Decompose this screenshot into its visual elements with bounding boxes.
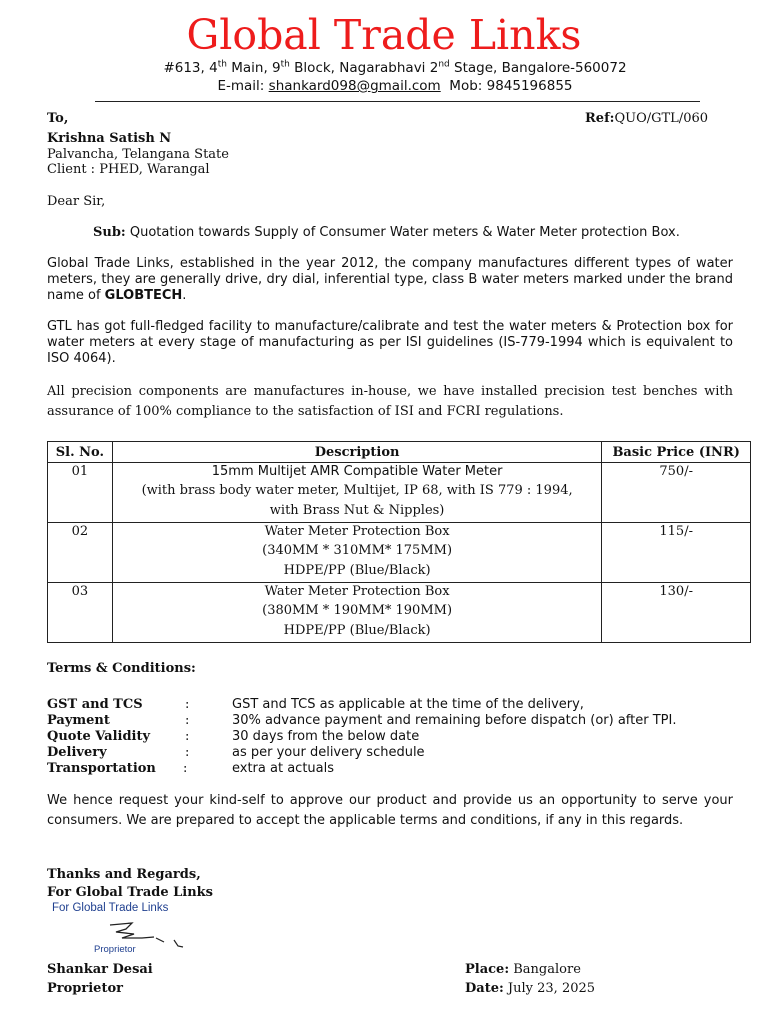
term-colon: : xyxy=(185,713,190,728)
stamp-company-text: For Global Trade Links xyxy=(52,902,169,914)
intro-text: Global Trade Links, established in the year 2012, the company manufactures different types of water meters, they are generally drive, dry dial, inferential type, class B water meters marked under the brand name of xyxy=(47,256,733,303)
term-value: GST and TCS as applicable at the time of the delivery, xyxy=(232,697,584,712)
address-superscript: th xyxy=(217,59,227,70)
desc-line: Water Meter Protection Box xyxy=(264,524,450,539)
term-value: extra at actuals xyxy=(232,761,335,776)
term-colon: : xyxy=(185,745,190,760)
precision-paragraph: All precision components are manufactures in-house, we have installed precision test benches with assurance of 100% compliance to the satisfaction of ISI and FCRI regulations. xyxy=(47,384,733,419)
row-sl xyxy=(48,523,113,583)
term-key: Transportation xyxy=(47,761,156,776)
desc-line: (340MM * 310MM* 175MM) xyxy=(262,543,453,558)
desc-line: 15mm Multijet AMR Compatible Water Meter xyxy=(211,464,503,479)
signature-stamp xyxy=(52,902,192,960)
term-colon: : xyxy=(185,697,190,712)
company-address xyxy=(0,59,768,77)
subject-text: Quotation towards Supply of Consumer Water meters & Water Meter protection Box. xyxy=(125,225,680,240)
subject-label: Sub: xyxy=(93,225,126,240)
sl-value: 01 xyxy=(71,464,89,479)
row-price xyxy=(602,583,751,643)
header-price: Basic Price (INR) xyxy=(602,442,751,463)
row-description xyxy=(112,523,602,583)
address-part: Stage, Bangalore-560072 xyxy=(449,60,627,76)
header-description: Description xyxy=(112,442,602,463)
quotation-table xyxy=(47,441,751,643)
desc-line: with Brass Nut & Nipples) xyxy=(269,503,445,518)
for-company-line: For Global Trade Links xyxy=(47,885,213,900)
company-title: Global Trade Links xyxy=(186,11,582,59)
term-key: GST and TCS xyxy=(47,697,143,712)
brand-name: GLOBTECH xyxy=(104,288,183,303)
term-value: as per your delivery schedule xyxy=(232,745,425,760)
row-description xyxy=(112,463,602,523)
term-key: Quote Validity xyxy=(47,729,151,744)
price-value: 115/- xyxy=(659,524,693,539)
header-divider xyxy=(95,101,700,102)
email-link[interactable]: shankard098@gmail.com xyxy=(268,78,441,94)
address-superscript: th xyxy=(280,59,290,70)
subject-line xyxy=(93,225,680,241)
closing-paragraph: We hence request your kind-self to approve our product and provide us an opportunity to serve your consumers. We are prepared to accept the applicable terms and conditions, if any in this regards. xyxy=(47,793,733,828)
header-sl-no: Sl. No. xyxy=(48,442,113,463)
ref-value: QUO/GTL/060 xyxy=(614,111,709,126)
date-value: July 23, 2025 xyxy=(503,981,596,996)
desc-line: Water Meter Protection Box xyxy=(264,584,450,599)
intro-end: . xyxy=(182,288,187,303)
term-key: Delivery xyxy=(47,745,107,760)
recipient-name: Krishna Satish N xyxy=(47,131,172,146)
stamp-proprietor-text: Proprietor xyxy=(94,944,136,955)
row-sl xyxy=(48,583,113,643)
signatory-title: Proprietor xyxy=(47,981,123,996)
mobile-number: Mob: 9845196855 xyxy=(449,78,573,94)
row-price xyxy=(602,523,751,583)
facility-paragraph: GTL has got full-fledged facility to manufacture/calibrate and test the water meters & Protection box for water meters at every stage of manufacturing as per ISI guidelines (IS-779-1994 which is equivalent to ISO 4064). xyxy=(47,319,733,366)
term-value: 30 days from the below date xyxy=(232,729,420,744)
table-row xyxy=(48,523,751,583)
address-part: Main, 9 xyxy=(226,60,281,76)
row-sl xyxy=(48,463,113,523)
date-label: Date: xyxy=(465,981,504,996)
signatory-name: Shankar Desai xyxy=(47,962,153,977)
desc-line: (380MM * 190MM* 190MM) xyxy=(262,603,453,618)
recipient-line1: Palvancha, Telangana State xyxy=(47,147,229,162)
desc-line: (with brass body water meter, Multijet, IP 68, with IS 779 : 1994, xyxy=(141,483,573,498)
address-part: #613, 4 xyxy=(163,60,218,76)
place-label: Place: xyxy=(465,962,510,977)
reference xyxy=(585,111,708,126)
table-row xyxy=(48,583,751,643)
term-colon: : xyxy=(183,761,188,776)
row-price xyxy=(602,463,751,523)
date-line xyxy=(465,981,595,997)
term-value: 30% advance payment and remaining before dispatch (or) after TPI. xyxy=(232,713,677,728)
to-label: To, xyxy=(47,111,69,126)
terms-heading: Terms & Conditions: xyxy=(47,661,196,676)
desc-line: HDPE/PP (Blue/Black) xyxy=(283,623,431,638)
price-value: 130/- xyxy=(659,584,693,599)
email-label: E-mail: xyxy=(217,78,269,94)
address-part: Block, Nagarabhavi 2 xyxy=(289,60,439,76)
place-value: Bangalore xyxy=(509,962,581,977)
table-row xyxy=(48,463,751,523)
intro-paragraph xyxy=(47,256,733,304)
recipient-line2: Client : PHED, Warangal xyxy=(47,162,210,177)
desc-line: HDPE/PP (Blue/Black) xyxy=(283,563,431,578)
row-description xyxy=(112,583,602,643)
term-key: Payment xyxy=(47,713,110,728)
salutation: Dear Sir, xyxy=(47,194,106,209)
ref-label: Ref: xyxy=(585,111,615,126)
price-value: 750/- xyxy=(659,464,693,479)
table-header-row xyxy=(48,442,751,463)
thanks-line: Thanks and Regards, xyxy=(47,867,201,882)
address-superscript: nd xyxy=(438,59,450,70)
company-contact xyxy=(0,77,768,95)
sl-value: 02 xyxy=(71,524,89,539)
place-line xyxy=(465,962,581,978)
sl-value: 03 xyxy=(71,584,89,599)
term-colon: : xyxy=(185,729,190,744)
